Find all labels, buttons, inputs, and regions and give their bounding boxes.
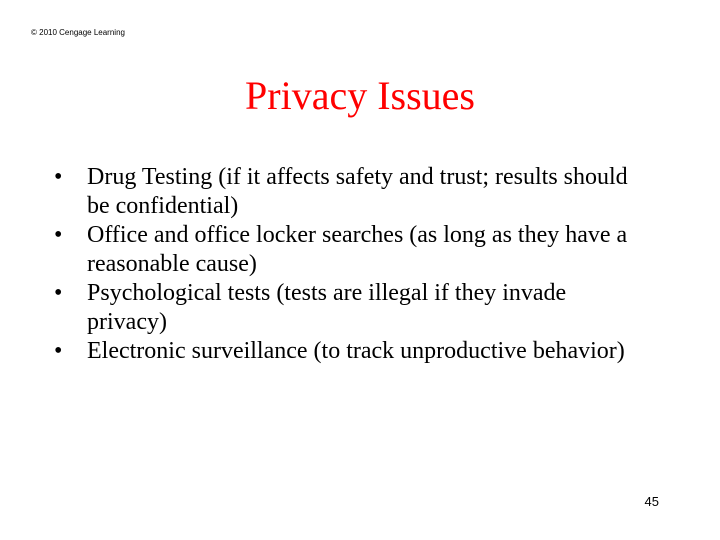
bullet-text: Drug Testing (if it affects safety and trust; results should be confidential)	[87, 164, 628, 219]
bullet-list	[54, 163, 646, 366]
bullet-item	[54, 163, 646, 221]
slide-title: Privacy Issues	[245, 73, 475, 118]
bullet-dot-icon: •	[54, 338, 63, 364]
bullet-item	[54, 221, 646, 279]
copyright-notice: © 2010 Cengage Learning	[31, 28, 125, 37]
bullet-dot-icon: •	[54, 222, 63, 248]
bullet-text: Office and office locker searches (as long as they have a reasonable cause)	[87, 222, 628, 277]
bullet-item	[54, 337, 646, 366]
bullet-item	[54, 279, 646, 337]
bullet-dot-icon: •	[54, 164, 63, 190]
page-number: 45	[644, 494, 659, 509]
bullet-dot-icon: •	[54, 280, 63, 306]
bullet-text: Electronic surveillance (to track unproductive behavior)	[87, 338, 625, 364]
bullet-text: Psychological tests (tests are illegal if they invade privacy)	[87, 280, 567, 335]
